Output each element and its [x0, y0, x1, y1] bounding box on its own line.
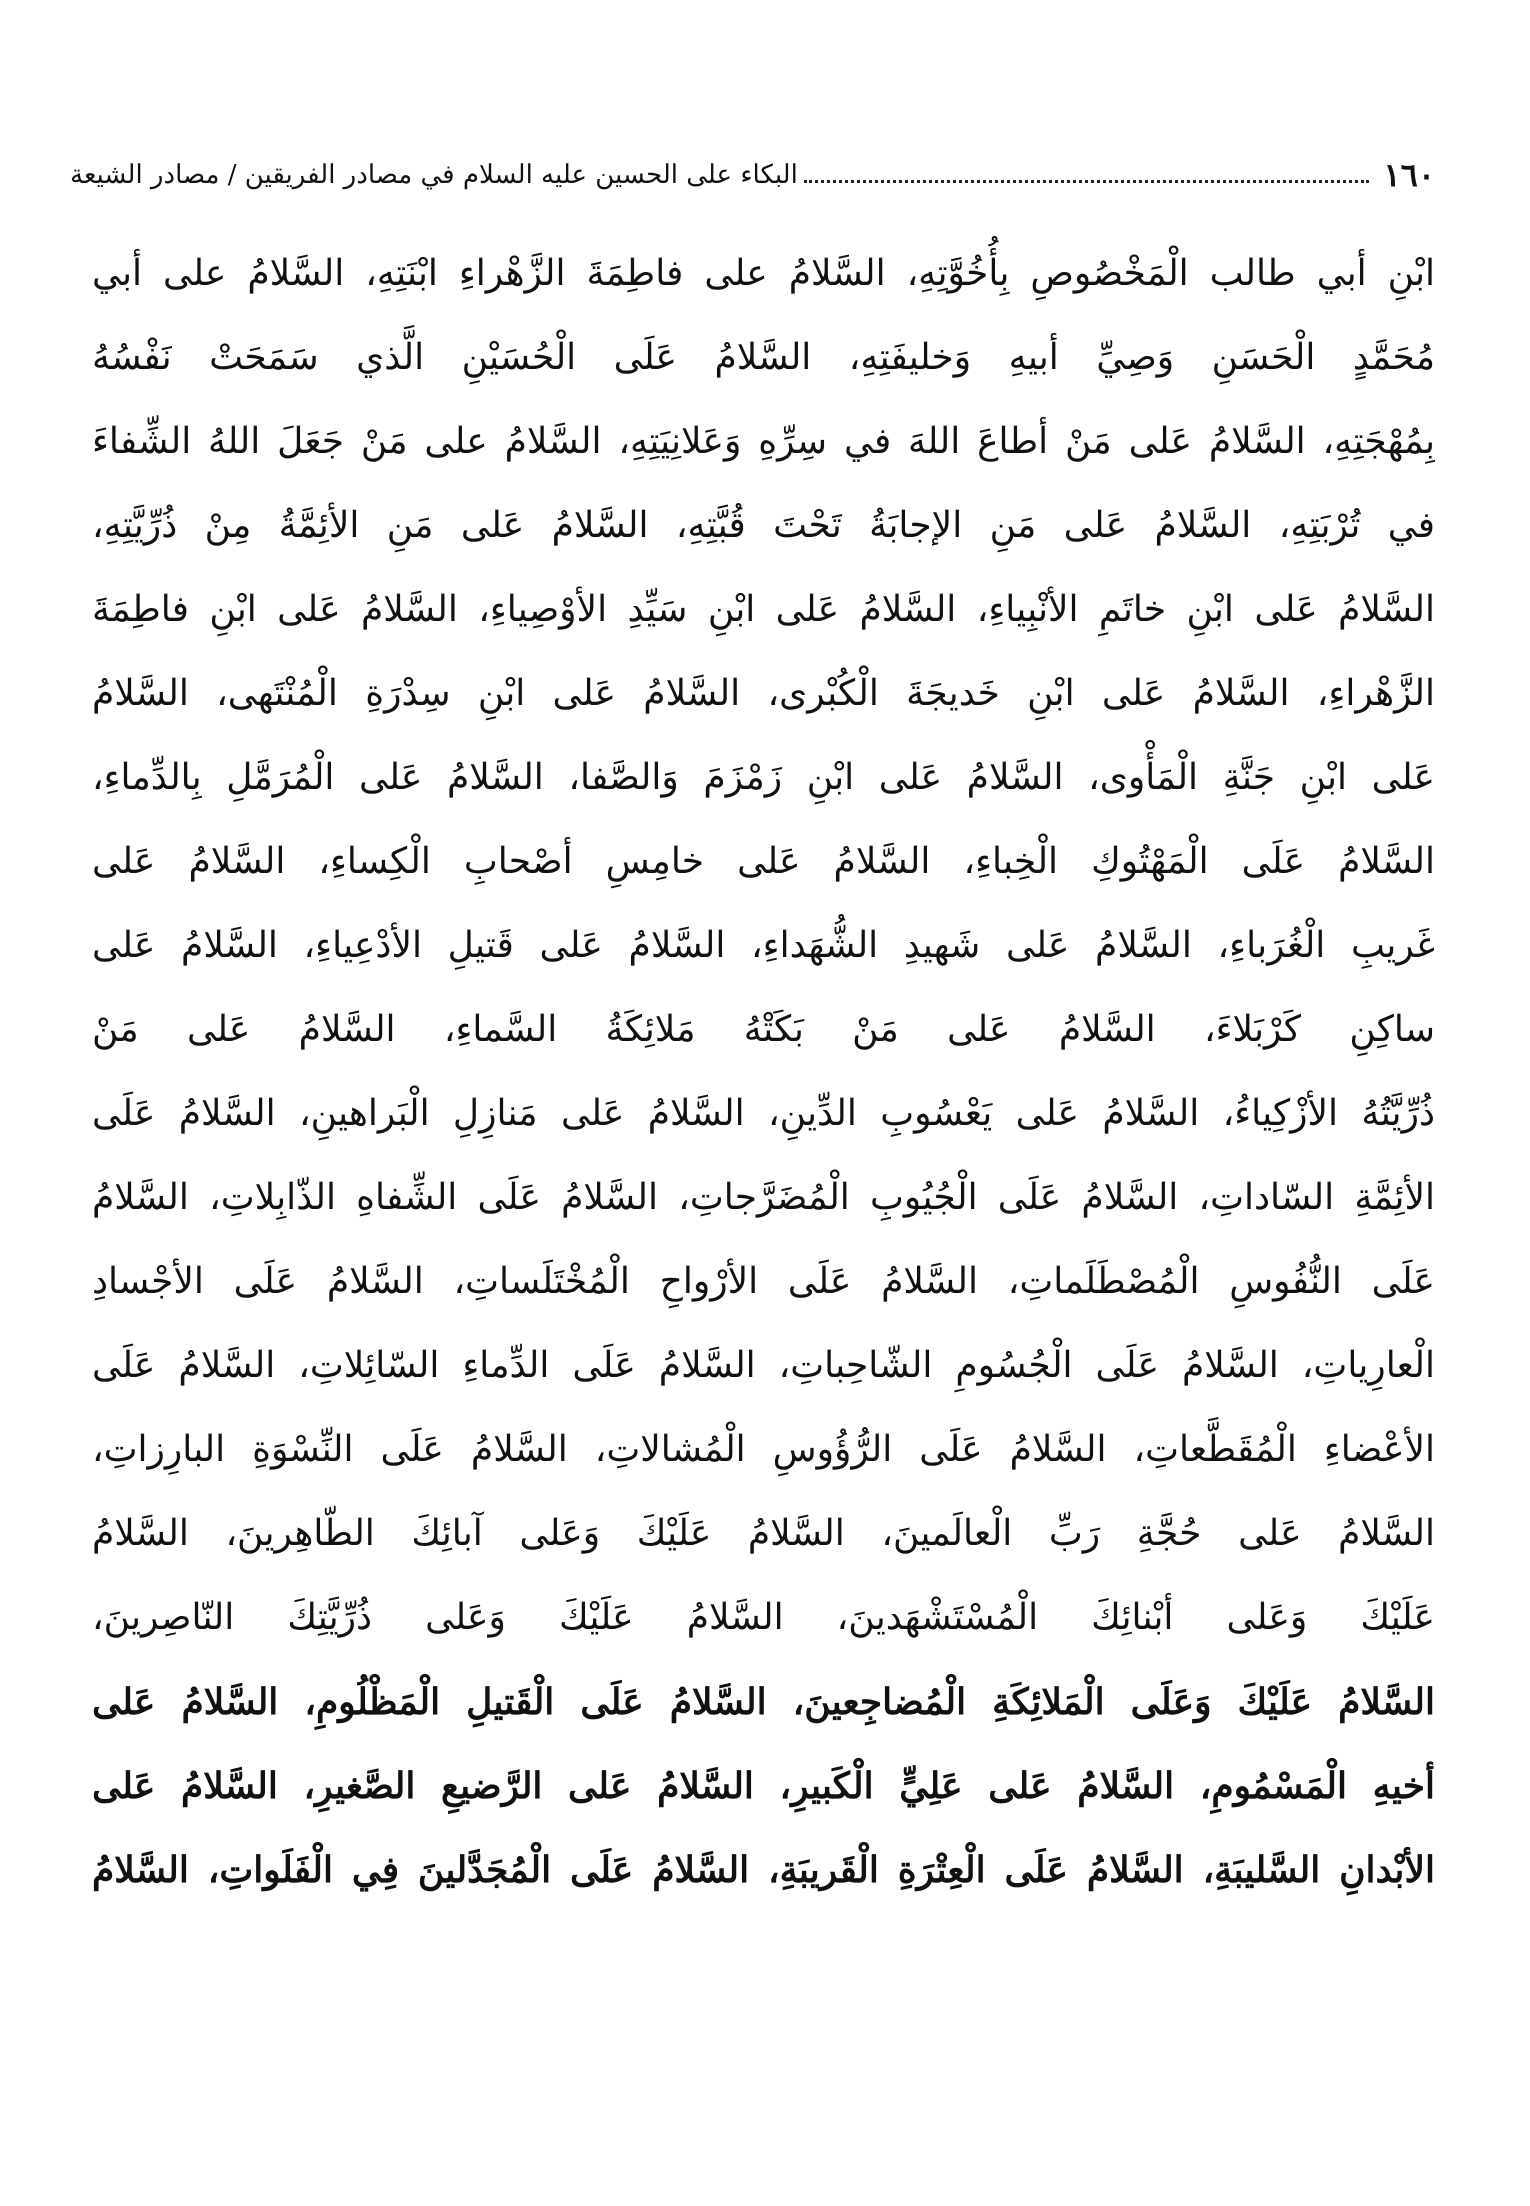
text-line: الأئِمَّةِ السّاداتِ، السَّلامُ عَلَى الْجُيُوبِ الْمُضَرَّجاتِ، السَّلامُ عَلَى الشِّفاهِ الذّابِلاتِ، السَّلامُ — [92, 1177, 1435, 1218]
ziyarah-text — [92, 232, 1435, 1912]
text-line: بِمُهْجَتِهِ، السَّلامُ عَلى مَنْ أطاعَ اللهَ في سِرِّهِ وَعَلانِيَتِهِ، السَّلامُ على مَنْ جَعَلَ اللهُ الشِّفاءَ — [92, 421, 1435, 462]
text-line: الْعارِياتِ، السَّلامُ عَلَى الْجُسُومِ الشّاحِباتِ، السَّلامُ عَلَى الدِّماءِ السّائِلاتِ، السَّلامُ عَلَى — [92, 1345, 1435, 1386]
header-dot-leader — [804, 180, 1370, 183]
text-line: غَريبِ الْغُرَباءِ، السَّلامُ عَلى شَهيدِ الشُّهَداءِ، السَّلامُ عَلى قَتيلِ الأدْعِياءِ، السَّلامُ عَلى — [92, 925, 1435, 966]
text-line: الأعْضاءِ الْمُقَطَّعاتِ، السَّلامُ عَلَى الرُّؤُوسِ الْمُشالاتِ، السَّلامُ عَلَى النِّسْوَةِ البارِزاتِ، — [92, 1429, 1435, 1470]
text-line: الأبْدانِ السَّليبَةِ، السَّلامُ عَلَى الْعِتْرَةِ الْقَريبَةِ، السَّلامُ عَلَى الْمُجَدَّلينَ فِي الْفَلَواتِ، السَّلامُ — [92, 1849, 1435, 1891]
text-line: عَلى ابْنِ جَنَّةِ الْمَأْوى، السَّلامُ عَلى ابْنِ زَمْزَمَ وَالصَّفا، السَّلامُ عَلى الْمُرَمَّلِ بِالدِّماءِ، — [92, 757, 1435, 798]
text-line: عَلَيْكَ وَعَلى أبْنائِكَ الْمُسْتَشْهَدينَ، السَّلامُ عَلَيْكَ وَعَلى ذُرِّيَّتِكَ النّاصِرينَ، — [92, 1597, 1435, 1638]
running-header — [70, 150, 1435, 200]
text-line: ابْنِ أبي طالب الْمَخْصُوصِ بِأُخُوَّتِهِ، السَّلامُ على فاطِمَةَ الزَّهْراءِ ابْنَتِهِ، السَّلامُ على أبي — [92, 253, 1435, 294]
text-line: ذُرِّيَّتُهُ الأزْكِياءُ، السَّلامُ عَلى يَعْسُوبِ الدِّينِ، السَّلامُ عَلى مَنازِلِ الْبَراهينِ، السَّلامُ عَلَى — [92, 1093, 1435, 1134]
text-line: ساكِنِ كَرْبَلاءَ، السَّلامُ عَلى مَنْ بَكَتْهُ مَلائِكَةُ السَّماءِ، السَّلامُ عَلى مَنْ — [92, 1009, 1435, 1050]
header-title: البكاء على الحسين عليه السلام في مصادر الفريقين / مصادر الشيعة — [70, 160, 798, 190]
text-line: السَّلامُ عَلَى الْمَهْتُوكِ الْخِباءِ، السَّلامُ عَلى خامِسِ أصْحابِ الْكِساءِ، السَّلامُ عَلى — [92, 841, 1435, 882]
text-line: الزَّهْراءِ، السَّلامُ عَلى ابْنِ خَديجَةَ الْكُبْرى، السَّلامُ عَلى ابْنِ سِدْرَةِ الْمُنْتَهى، السَّلامُ — [92, 673, 1435, 714]
text-line: السَّلامُ عَلَيْكَ وَعَلَى الْمَلائِكَةِ الْمُضاجِعينَ، السَّلامُ عَلَى الْقَتيلِ الْمَظْلُومِ، السَّلامُ عَلى — [92, 1681, 1435, 1723]
text-line: في تُرْبَتِهِ، السَّلامُ عَلى مَنِ الإجابَةُ تَحْتَ قُبَّتِهِ، السَّلامُ عَلى مَنِ الأئِمَّةُ مِنْ ذُرِّيَّتِهِ، — [92, 505, 1435, 546]
text-line: مُحَمَّدٍ الْحَسَنِ وَصِيِّ أبيهِ وَخليفَتِهِ، السَّلامُ عَلَى الْحُسَيْنِ الَّذي سَمَحَتْ نَفْسُهُ — [92, 337, 1435, 378]
text-line: السَّلامُ عَلى حُجَّةِ رَبِّ الْعالَمينَ، السَّلامُ عَلَيْكَ وَعَلى آبائِكَ الطّاهِرينَ، السَّلامُ — [92, 1513, 1435, 1554]
text-line: عَلَى النُّفُوسِ الْمُصْطَلَماتِ، السَّلامُ عَلَى الأرْواحِ الْمُخْتَلَساتِ، السَّلامُ عَلَى الأجْسادِ — [92, 1261, 1435, 1302]
text-line: أخيهِ الْمَسْمُومِ، السَّلامُ عَلى عَلِيٍّ الْكَبيرِ، السَّلامُ عَلى الرَّضيعِ الصَّغيرِ، السَّلامُ عَلى — [92, 1765, 1435, 1807]
page-number: ١٦٠ — [1383, 156, 1435, 194]
text-line: السَّلامُ عَلى ابْنِ خاتَمِ الأنْبِياءِ، السَّلامُ عَلى ابْنِ سَيِّدِ الأوْصِياءِ، السَّلامُ عَلى ابْنِ فاطِمَةَ — [92, 589, 1435, 630]
